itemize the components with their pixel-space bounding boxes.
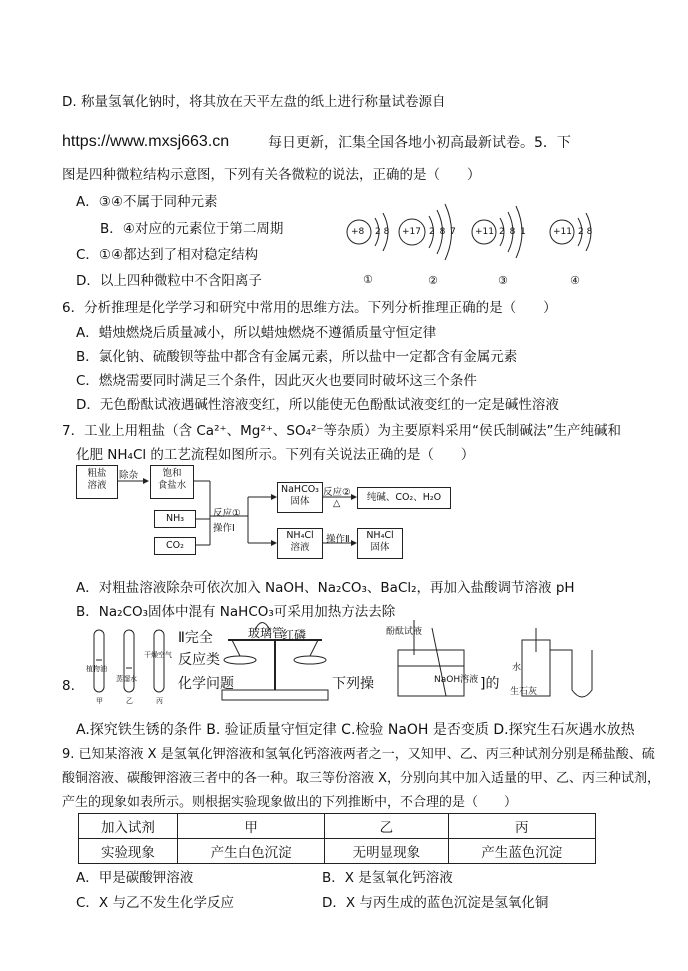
reaction-1-label: 反应① — [213, 508, 241, 519]
atom-label: ① — [363, 273, 373, 286]
tube-a-label: 甲 — [96, 697, 103, 705]
table-cell: 丙 — [448, 814, 595, 839]
observation-table — [78, 813, 596, 864]
table-row — [79, 814, 596, 839]
q8-fragment-1: Ⅱ完全 — [178, 630, 213, 646]
glass-tube-label: 玻璃管 — [248, 626, 285, 640]
atom-label: ④ — [570, 274, 580, 287]
q9-option-c: C．X 与乙不发生化学反应 — [76, 895, 234, 911]
naoh-solution-label: NaOH溶液 — [434, 675, 479, 685]
atom-nucleus: +8 — [351, 227, 365, 237]
red-phosphorus-label: 红磷 — [282, 628, 307, 642]
operation-1-label: 操作Ⅰ — [213, 523, 235, 534]
atom-nucleus: +11 — [475, 227, 494, 237]
products-box: 纯碱、CO₂、H₂O — [357, 487, 451, 509]
q8-fragment-5: ]的 — [480, 676, 500, 692]
atom-shells: 2 8 1 — [499, 227, 527, 237]
table-cell: 加入试剂 — [79, 814, 178, 839]
nh4cl-solid-box: NH₄Cl 固体 — [357, 528, 403, 559]
q7-option-a: A．对粗盐溶液除杂可依次加入 NaOH、Na₂CO₃、BaCl₂，再加入盐酸调节溶液 pH — [76, 580, 575, 596]
q8-number: 8. — [62, 678, 75, 694]
q6-stem: 6．分析推理是化学学习和研究中常用的思维方法。下列分析推理正确的是（ ） — [62, 300, 557, 316]
distilled-water-label: 蒸馏水 — [116, 675, 137, 683]
q8-options: A.探究铁生锈的条件 B. 验证质量守恒定律 C.检验 NaOH 是否变质 D.探究生石灰遇水放热 — [76, 722, 635, 738]
table-cell: 产生蓝色沉淀 — [448, 839, 595, 864]
q9-option-a: A．甲是碳酸钾溶液 — [76, 870, 194, 886]
atom-label: ③ — [498, 274, 508, 287]
nahco3-box: NaHCO₃ 固体 — [277, 482, 323, 513]
table-row — [79, 839, 596, 864]
q7-stem-2: 化肥 NH₄Cl 的工艺流程如图所示。下列有关说法正确的是（ ） — [76, 447, 475, 463]
q5-stem: 图是四种微粒结构示意图，下列有关各微粒的说法，正确的是（ ） — [62, 167, 481, 183]
q6-option-a: A．蜡烛燃烧后质量减小，所以蜡烛燃烧不遵循质量守恒定律 — [76, 325, 437, 341]
nh3-box: NH₃ — [154, 510, 196, 528]
q5-option-c: C．①④都达到了相对稳定结构 — [76, 247, 259, 263]
atom-nucleus: +17 — [402, 227, 421, 237]
dry-air-label: 干燥空气 — [144, 651, 172, 659]
co2-box: CO₂ — [154, 537, 196, 555]
table-cell: 甲 — [177, 814, 324, 839]
q7-stem-1: 7．工业上用粗盐（含 Ca²⁺、Mg²⁺、SO₄²⁻等杂质）为主要原料采用“侯氏制碱法”生产纯碱和 — [62, 423, 622, 439]
atom-label: ② — [428, 274, 438, 287]
operation-2-label: 操作Ⅱ — [326, 534, 350, 545]
q9-option-d: D．X 与丙生成的蓝色沉淀是氢氧化铜 — [322, 895, 549, 911]
q5-option-d: D．以上四种微粒中不含阳离子 — [76, 273, 262, 289]
table-cell: 产生白色沉淀 — [177, 839, 324, 864]
tube-b-label: 乙 — [126, 697, 133, 705]
q8-fragment-3: 化学问题 — [178, 676, 234, 692]
nh4cl-solution-box: NH₄Cl 溶液 — [277, 528, 323, 559]
q6-option-d: D．无色酚酞试液遇碱性溶液变红，所以能使无色酚酞试液变红的一定是碱性溶液 — [76, 397, 559, 413]
quicklime-label: 生石灰 — [510, 687, 538, 697]
q9-stem-1: 9. 已知某溶液 X 是氢氧化钾溶液和氢氧化钙溶液两者之一，又知甲、乙、丙三种试剂分别是稀盐酸、硫 — [62, 747, 655, 762]
q4-option-d: D. 称量氢氧化钠时，将其放在天平左盘的纸上进行称量试卷源自 — [62, 94, 446, 110]
brine-box: 饱和 食盐水 — [150, 465, 194, 499]
q8-fragment-2: 反应类 — [178, 652, 220, 668]
tube-c-label: 丙 — [156, 697, 163, 705]
atom-shells: 2 8 — [375, 227, 390, 237]
table-cell: 乙 — [325, 814, 448, 839]
source-url[interactable]: https://www.mxsj663.cn — [62, 133, 230, 150]
q9-option-b: B．X 是氢氧化钙溶液 — [322, 870, 453, 886]
q5-option-a: A．③④不属于同种元素 — [76, 194, 218, 210]
phenolphthalein-label: 酚酞试液 — [386, 627, 423, 637]
q6-option-c: C．燃烧需要同时满足三个条件，因此灭火也要同时破坏这三个条件 — [76, 373, 477, 389]
crude-salt-box: 粗盐 溶液 — [76, 465, 118, 499]
table-cell: 无明显现象 — [325, 839, 448, 864]
atom-shells: 2 8 — [578, 227, 593, 237]
q6-option-b: B．氯化钠、硫酸钡等盐中都含有金属元素，所以盐中一定都含有金属元素 — [76, 349, 518, 365]
source-banner: 每日更新，汇集全国各地小初高最新试卷。5．下 — [268, 135, 571, 151]
q7-option-b: B．Na₂CO₃固体中混有 NaHCO₃可采用加热方法去除 — [76, 604, 396, 620]
atom-nucleus: +11 — [553, 227, 572, 237]
water-label: 水 — [512, 663, 522, 673]
oil-label: 植物油 — [86, 665, 107, 673]
heat-symbol: △ — [333, 498, 341, 509]
table-cell: 实验现象 — [79, 839, 178, 864]
reaction-2-label: 反应② — [323, 487, 351, 498]
q5-option-b: B．④对应的元素位于第二周期 — [100, 221, 284, 237]
remove-impurity-label: 除杂 — [119, 470, 139, 481]
q8-fragment-4: 下列操 — [332, 676, 374, 692]
q9-stem-3: 产生的现象如表所示。则根据实验现象做出的下列推断中，不合理的是（ ） — [62, 795, 518, 810]
atom-shells: 2 8 7 — [429, 227, 457, 237]
q9-stem-2: 酸铜溶液、碳酸钾溶液三者中的各一种。取三等份溶液 X，分别向其中加入适量的甲、乙、丙三种试剂， — [62, 771, 661, 786]
